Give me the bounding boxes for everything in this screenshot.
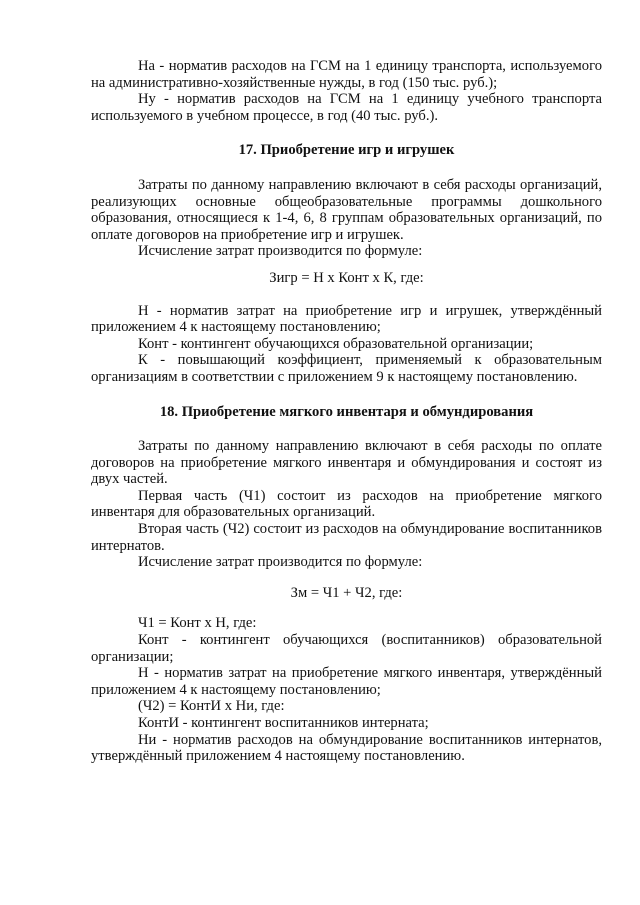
section-17-def-kont: Конт - контингент обучающихся образовательной организации; <box>138 335 534 352</box>
section-18-intro: Затраты по данному направлению включают в себя расходы по оплате договоров на приобретение мягкого инвентаря и обмундирования и состоят из двух частей. <box>91 438 602 488</box>
document-body <box>91 58 602 765</box>
section-18-heading: 18. Приобретение мягкого инвентаря и обмундирования <box>159 403 534 420</box>
section-18-def-n: Н - норматив затрат на приобретение мягкого инвентаря, утверждённый приложением 4 к настоящему постановлению; <box>91 665 602 698</box>
section-18-def-ni: Ни - норматив расходов на обмундирование воспитанников интернатов, утверждённый приложением 4 настоящему постановлению. <box>91 731 602 765</box>
section-17-formula: Зигр = Н х Конт х К, где: <box>269 269 424 286</box>
section-17-heading: 17. Приобретение игр и игрушек <box>238 142 455 159</box>
section-18-def-kont: Конт - контингент обучающихся (воспитанников) образовательной организации; <box>91 632 602 665</box>
section-17-intro: Затраты по данному направлению включают в себя расходы организаций, реализующих основные общеобразовательные программы дошкольного образования, относящиеся к 1-4, 6, 8 группам образовательных организаций, по оплате договоров на приобретение игр и игрушек. <box>91 176 602 243</box>
paragraph-nu-definition: Ну - норматив расходов на ГСМ на 1 единицу учебного транспорта используемого в учебном процессе, в год (40 тыс. руб.). <box>91 91 602 124</box>
section-17-formula-intro: Исчисление затрат производится по формуле: <box>138 243 423 260</box>
section-18-def-konti: КонтИ - контингент воспитанников интерната; <box>138 715 429 731</box>
section-17-def-k: К - повышающий коэффициент, применяемый к образовательным организациям в соответствии с приложением 9 к настоящему постановлению. <box>91 352 602 385</box>
section-18-formula-intro: Исчисление затрат производится по формуле: <box>138 554 423 571</box>
section-18-part-1: Первая часть (Ч1) состоит из расходов на приобретение мягкого инвентаря для образовательных организаций. <box>91 487 602 521</box>
section-18-part-2: Вторая часть (Ч2) состоит из расходов на обмундирование воспитанников интернатов. <box>91 521 602 554</box>
section-18-def-ch2: (Ч2) = КонтИ х Ни, где: <box>138 698 285 715</box>
section-18-def-ch1: Ч1 = Конт х Н, где: <box>138 615 257 632</box>
section-18-formula: Зм = Ч1 + Ч2, где: <box>290 584 403 601</box>
section-17-def-n: Н - норматив затрат на приобретение игр и игрушек, утверждённый приложением 4 к настоящему постановлению; <box>91 302 602 336</box>
paragraph-na-definition: На - норматив расходов на ГСМ на 1 единицу транспорта, используемого на административно-хозяйственные нужды, в год (150 тыс. руб.); <box>91 58 602 91</box>
